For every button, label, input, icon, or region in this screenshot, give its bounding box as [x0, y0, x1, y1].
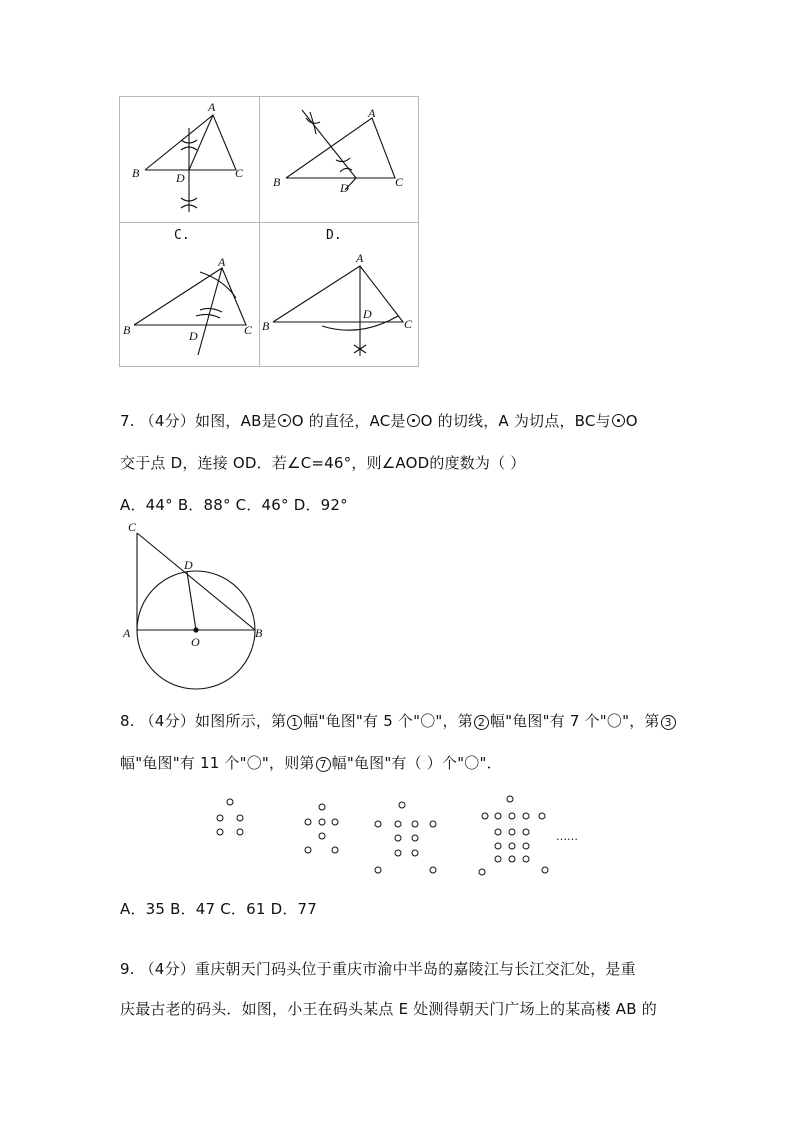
q8-text-4: 幅"龟图"有 11 个"〇"，则第 — [120, 754, 315, 772]
figure-option-d — [286, 110, 395, 190]
q7-options: A．44° B．88° C．46° D．92° — [120, 496, 348, 514]
q7-label-b: B — [255, 626, 263, 640]
q9-line2: 庆最古老的码头．如图，小王在码头某点 E 处测得朝天门广场上的某高楼 AB 的 — [120, 1000, 657, 1018]
fig-d-label-d: D — [340, 181, 349, 195]
option-c-caption: C. — [174, 228, 190, 243]
figure-option-c — [145, 115, 236, 212]
circled-number-7: 7 — [316, 757, 331, 772]
fig-a-label-b: B — [123, 323, 131, 337]
fig-a-label-a: A — [218, 255, 226, 269]
fig-a-label-c: C — [244, 323, 253, 337]
turtle-pattern-1 — [217, 799, 243, 835]
q7-line1-mid2: O 的切线，A 为切点，BC与 — [420, 412, 611, 430]
q8-line2 — [120, 752, 502, 773]
q8-text-3: 幅"龟图"有 7 个"〇"，第 — [489, 712, 660, 730]
fig-a-label-d: D — [189, 329, 198, 343]
option-figures-svg — [0, 0, 794, 380]
fig-d-label-b: B — [273, 175, 281, 189]
q7-label-c: C — [128, 520, 137, 534]
q8-options: A．35 B．47 C．61 D．77 — [120, 900, 318, 918]
q8-line1 — [120, 710, 677, 731]
q8-text-5: 幅"龟图"有（ ）个"〇"． — [331, 754, 502, 772]
fig-d-label-a: A — [368, 106, 376, 120]
turtle-pattern-figure — [200, 790, 600, 880]
circled-number-1: 1 — [287, 715, 302, 730]
turtle-pattern-3 — [375, 802, 436, 873]
q7-label-o: O — [191, 635, 200, 649]
q7-line1 — [120, 410, 638, 431]
q8-text-2: 幅"龟图"有 5 个"〇"，第 — [303, 712, 473, 730]
fig-b-label-d: D — [363, 307, 372, 321]
option-d-caption: D. — [326, 228, 342, 243]
circle-o-symbol — [612, 414, 625, 427]
circle-o-symbol — [278, 414, 291, 427]
pattern-ellipsis: …… — [556, 830, 578, 843]
fig-c-label-b: B — [132, 166, 140, 180]
turtle-pattern-4 — [479, 796, 548, 875]
q7-line1-start: 7. （4分）如图，AB是 — [120, 412, 277, 430]
q7-label-a: A — [123, 626, 131, 640]
fig-b-label-c: C — [404, 317, 413, 331]
q9-line1: 9. （4分）重庆朝天门码头位于重庆市渝中半岛的嘉陵江与长江交汇处，是重 — [120, 960, 636, 978]
fig-d-label-c: C — [395, 175, 404, 189]
fig-c-label-a: A — [208, 100, 216, 114]
q7-line1-mid1: O 的直径，AC是 — [291, 412, 406, 430]
turtle-pattern-2 — [305, 804, 338, 853]
fig-b-label-a: A — [356, 251, 364, 265]
q7-line2: 交于点 D，连接 OD．若∠C=46°，则∠AOD的度数为（ ） — [120, 454, 526, 472]
q8-text-1: 8. （4分）如图所示，第 — [120, 712, 287, 730]
circled-number-2: 2 — [474, 715, 489, 730]
circle-o-symbol — [407, 414, 420, 427]
fig-b-label-b: B — [262, 319, 270, 333]
q7-label-d: D — [184, 558, 193, 572]
fig-c-label-d: D — [176, 171, 185, 185]
q7-circle-figure — [110, 515, 280, 695]
q7-line1-end: O — [625, 412, 638, 430]
figure-option-b — [273, 266, 403, 356]
fig-c-label-c: C — [235, 166, 244, 180]
circled-number-3: 3 — [661, 715, 676, 730]
